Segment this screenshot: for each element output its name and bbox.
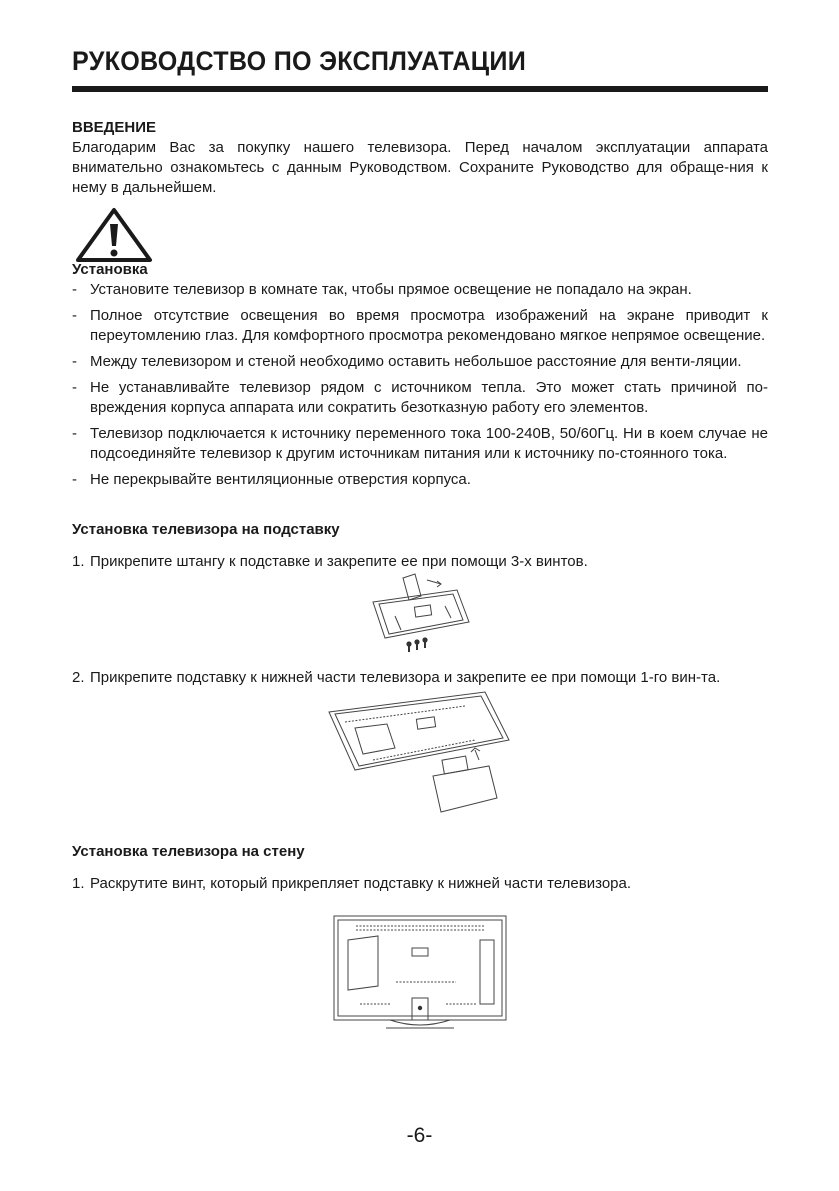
stand-section: [72, 520, 768, 820]
intro-text: Благодарим Вас за покупку нашего телевизора. Перед началом эксплуатации аппарата внимательно ознакомьтесь с данным Руководством. Сохраните Руководство для обраще-ния к нему в дальнейшем.: [72, 139, 768, 196]
stand-heading: Установка телевизора на подставку: [72, 521, 340, 538]
step-text: Прикрепите подставку к нижней части телевизора и закрепите ее при помощи 1-го вин-та.: [90, 669, 721, 686]
list-item: - Не перекрывайте вентиляционные отверстия корпуса.: [72, 471, 471, 488]
tv-back-figure: [330, 912, 510, 1034]
list-item-text: Не устанавливайте телевизор рядом с источником тепла. Это может стать причиной по-вреждения корпуса аппарата или сократить безотказную работу его элементов.: [90, 379, 768, 416]
list-item: - Полное отсутствие освещения во время просмотра изображений на экране приводит к переутомлению глаз. Для комфортного просмотра рекомендовано мягкое непрямое освещение.: [72, 307, 768, 344]
list-item-text: Телевизор подключается к источнику переменного тока 100-240В, 50/60Гц. Ни в коем случае не подсоединяйте телевизор к другим источникам питания или к источнику по-стоянного тока.: [90, 425, 768, 462]
warning-triangle-icon: [74, 206, 154, 264]
title-rule: [72, 86, 768, 92]
stand-base-figure: [365, 572, 475, 656]
wall-section: [72, 842, 768, 1034]
step-number: 1.: [72, 875, 85, 892]
stand-step-1: [72, 552, 768, 572]
list-item: - Телевизор подключается к источнику переменного тока 100-240В, 50/60Гц. Ни в коем случае не подсоединяйте телевизор к другим источникам питания или к источнику по-стоянного тока.: [72, 425, 768, 462]
list-item-text: Не перекрывайте вентиляционные отверстия корпуса.: [90, 471, 471, 488]
list-item-text: Установите телевизор в комнате так, чтобы прямое освещение не попадало на экран.: [90, 281, 692, 298]
page-number: -6-: [406, 1124, 433, 1147]
wall-step-1: [72, 874, 768, 894]
list-item: - Между телевизором и стеной необходимо оставить небольшое расстояние для венти-ляции.: [72, 353, 742, 370]
stand-step-2: [72, 668, 768, 688]
list-item-text: Между телевизором и стеной необходимо оставить небольшое расстояние для венти-ляции.: [90, 353, 742, 370]
page-title: РУКОВОДСТВО ПО ЭКСПЛУАТАЦИИ: [72, 46, 527, 76]
tv-stand-attach-figure: [325, 688, 515, 820]
step-text: Прикрепите штангу к подставке и закрепите ее при помощи 3-х винтов.: [90, 553, 588, 570]
page-content: [72, 118, 768, 1034]
list-item-text: Полное отсутствие освещения во время просмотра изображений на экране приводит к переутомлению глаз. Для комфортного просмотра рекомендовано мягкое непрямое освещение.: [90, 307, 768, 344]
step-number: 1.: [72, 553, 85, 570]
step-text: Раскрутите винт, который прикрепляет подставку к нижней части телевизора.: [90, 875, 632, 892]
installation-list: [72, 280, 768, 490]
list-item: - Не устанавливайте телевизор рядом с источником тепла. Это может стать причиной по-вреждения корпуса аппарата или сократить безотказную работу его элементов.: [72, 379, 768, 416]
intro-heading: ВВЕДЕНИЕ: [72, 119, 156, 136]
installation-heading: Установка: [72, 261, 148, 278]
step-number: 2.: [72, 669, 85, 686]
wall-heading: Установка телевизора на стену: [72, 843, 305, 860]
list-item: - Установите телевизор в комнате так, чтобы прямое освещение не попадало на экран.: [72, 281, 692, 298]
